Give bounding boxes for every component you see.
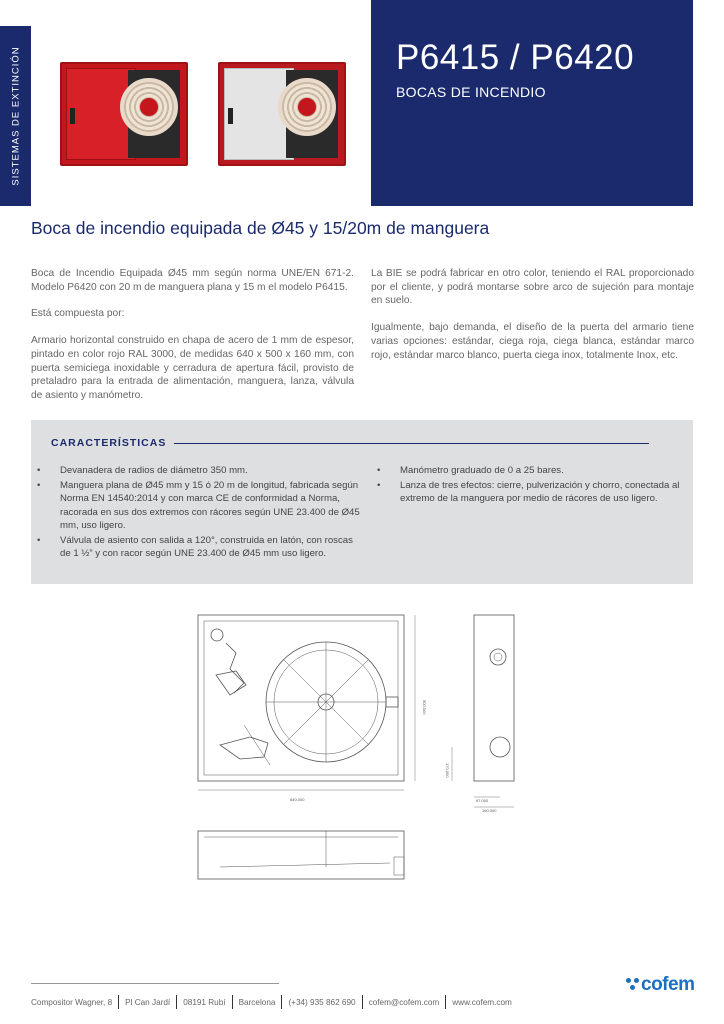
dimension-inlet-label: 170.000 [445, 763, 450, 778]
footer-address: Compositor Wagner, 8 [31, 997, 113, 1007]
footer-separator [232, 995, 233, 1009]
footer-area: Pl Can Jardí [125, 997, 171, 1007]
side-tab [0, 26, 31, 206]
feature-item: • Válvula de asiento con salida a 120°, construida en latón, con roscas de 1 ½” y con racor según UNE 23.400 de Ø45 mm uso ligero. [31, 534, 361, 561]
cabinet-handle [70, 108, 75, 124]
features-box [31, 420, 693, 584]
features-left-list [31, 464, 361, 562]
cabinet-red-photo [60, 62, 188, 166]
cabinet-handle [228, 108, 233, 124]
footer-separator [118, 995, 119, 1009]
footer-separator [176, 995, 177, 1009]
hose-reel-icon [278, 78, 336, 136]
features-divider [174, 443, 649, 444]
main-heading: Boca de incendio equipada de Ø45 y 15/20m de manguera [31, 218, 490, 238]
technical-drawing [190, 605, 530, 895]
intro-left-column [31, 267, 354, 416]
feature-item: • Manómetro graduado de 0 a 25 bares. [371, 464, 689, 478]
product-photos [52, 50, 352, 180]
footer-website: www.cofem.com [452, 997, 512, 1007]
footer-postal: 08191 Rubí [183, 997, 226, 1007]
features-title: CARACTERÍSTICAS [51, 437, 167, 449]
intro-paragraph: La BIE se podrá fabricar en otro color, teniendo el RAL proporcionado por el cliente, y podrá montarse sobre arco de sujeción para montaje en suelo. [371, 268, 694, 307]
footer-divider [31, 983, 279, 984]
feature-item: • Lanza de tres efectos: cierre, pulverización y chorro, conectada al extremo de la manguera por medio de rácores de uso ligero. [371, 479, 689, 506]
cofem-logo [626, 974, 694, 996]
features-right-list [371, 464, 689, 507]
footer [31, 995, 512, 1009]
intro-paragraph: Igualmente, bajo demanda, el diseño de la puerta del armario tiene varias opciones: estándar, ciega roja, ciega blanca, estándar marco rojo, estándar marco blanco, puerta ciega inox, totalmente Inox, etc. [371, 322, 694, 361]
header-box [371, 0, 693, 206]
cabinet-white-photo [218, 62, 346, 166]
feature-item: • Manguera plana de Ø45 mm y 15 ó 20 m de longitud, fabricada según Norma EN 14540:2014 y con marca CE de conformidad a Norma, racorada en sus dos extremos con rácores según UNE 23.400 de Ø45 mm, uso ligero. [31, 479, 361, 533]
intro-right-column [371, 267, 694, 375]
footer-separator [281, 995, 282, 1009]
footer-phone: (+34) 935 862 690 [288, 997, 356, 1007]
footer-separator [362, 995, 363, 1009]
feature-item: • Devanadera de radios de diámetro 350 mm. [31, 464, 361, 478]
intro-paragraph: Armario horizontal construido en chapa de acero de 1 mm de espesor, pintado en color rojo RAL 3000, de medidas 640 x 500 x 160 mm, con puerta semiciega inoxidable y cerradura de apertura fácil, provisto de pretaladro para la entrada de alimentación, manguera, lanza, válvula de asiento y manómetro. [31, 335, 354, 401]
dimension-width-label: 640.000 [290, 797, 305, 802]
dimension-height-label: 500.000 [422, 700, 427, 715]
product-title: P6415 / P6420 [396, 38, 635, 77]
hose-reel-icon [120, 78, 178, 136]
footer-email: cofem@cofem.com [368, 997, 440, 1007]
intro-paragraph: Boca de Incendio Equipada Ø45 mm según norma UNE/EN 671-2. Modelo P6420 con 20 m de manguera plana y 15 m el modelo P6415. [31, 268, 354, 293]
footer-separator [445, 995, 446, 1009]
logo-mark-icon [626, 978, 640, 992]
product-subtitle: BOCAS DE INCENDIO [396, 84, 546, 100]
footer-city: Barcelona [238, 997, 276, 1007]
dimension-depth-label-2: 160.000 [482, 808, 497, 813]
logo-text: cofem [641, 974, 695, 995]
dimension-depth-label-1: 67.000 [476, 798, 489, 803]
intro-paragraph: Está compuesta por: [31, 308, 125, 320]
side-tab-label: SISTEMAS DE EXTINCIÓN [10, 46, 21, 186]
